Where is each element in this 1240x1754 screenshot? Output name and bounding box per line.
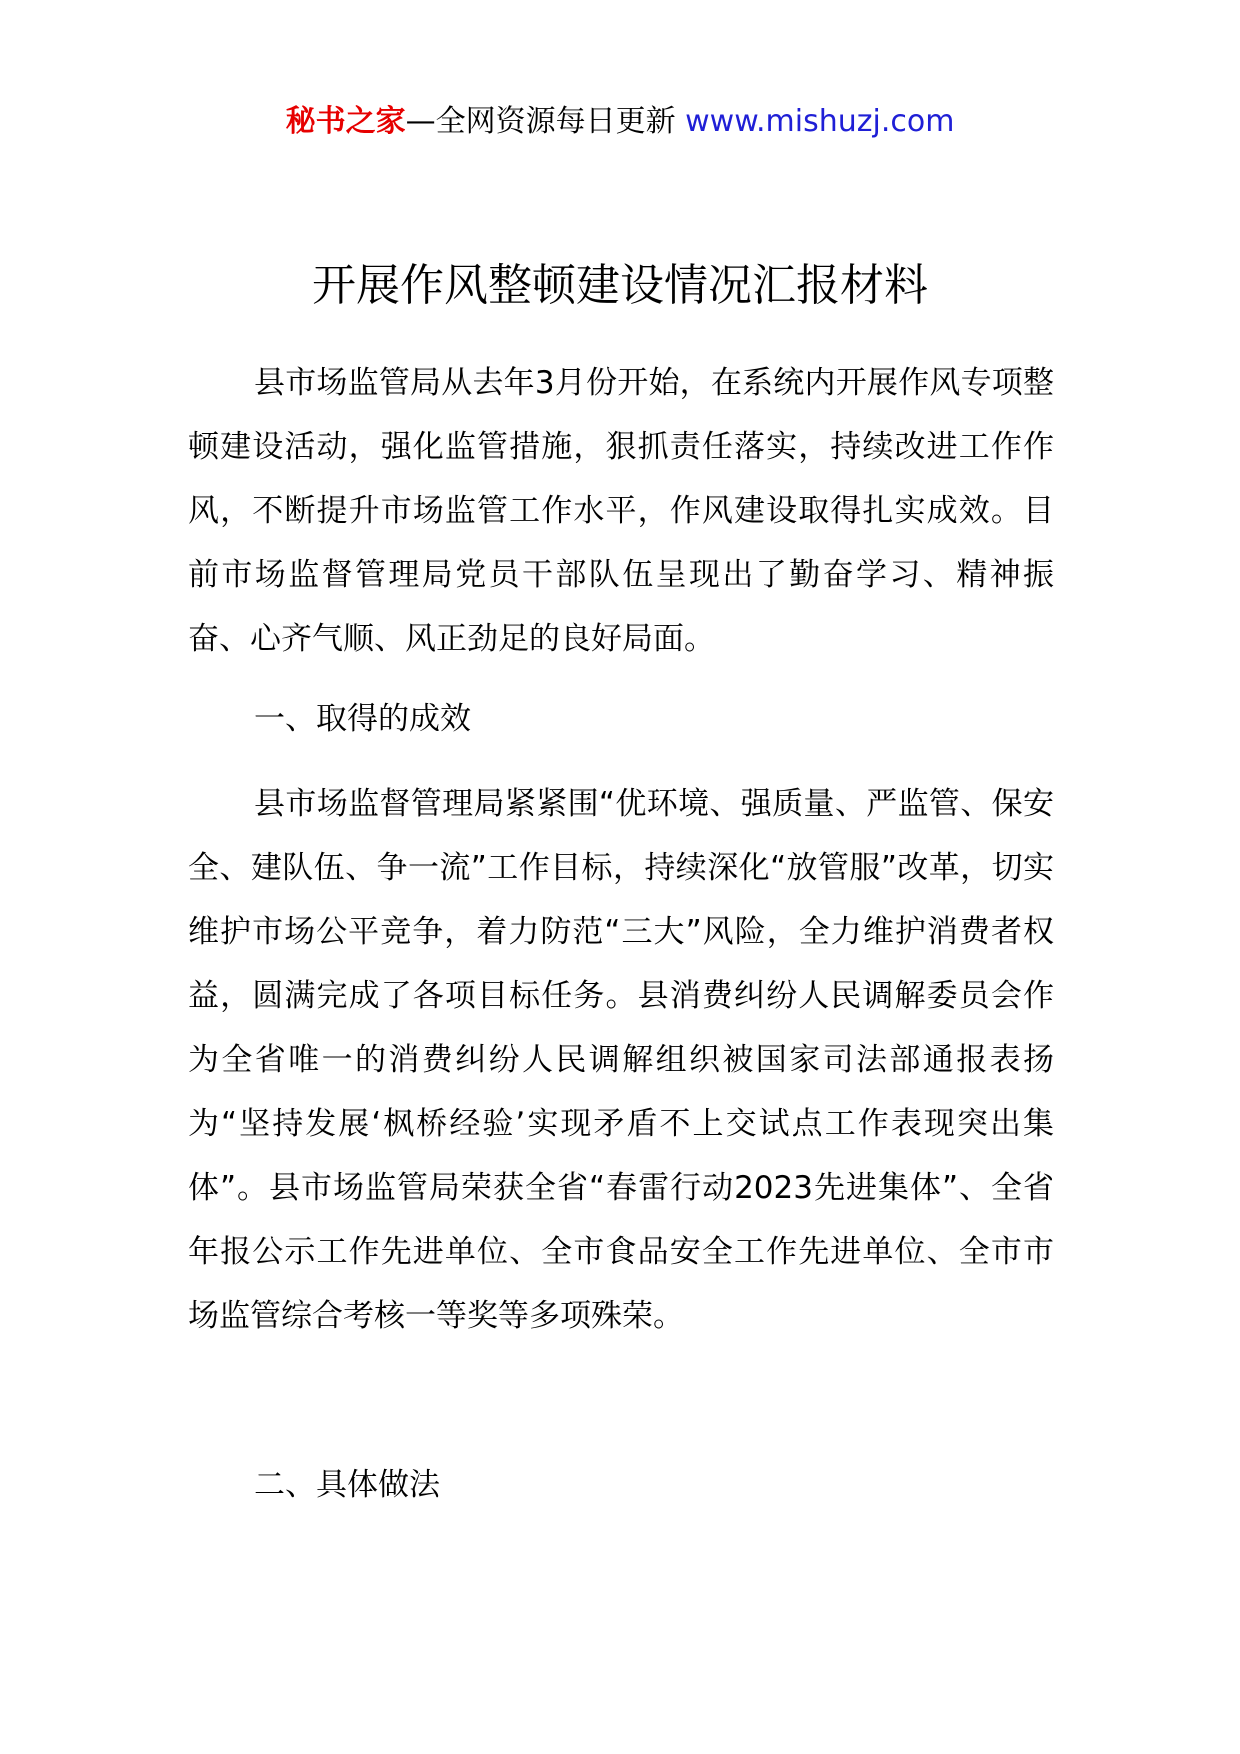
site-url-link[interactable]: www.mishuzj.com	[685, 104, 955, 139]
section-heading-practices: 二、具体做法	[254, 1467, 440, 1503]
brand-name: 秘书之家	[285, 104, 406, 139]
site-header	[0, 100, 1240, 144]
paragraph-intro	[188, 351, 1054, 671]
brand-slogan: —全网资源每日更新	[405, 104, 676, 139]
paragraph-achievements	[188, 772, 1054, 1348]
paragraph-text: 县市场监管局从去年3月份开始，在系统内开展作风专项整顿建设活动，强化监管措施，狠抓责任落实，持续改进工作作风，不断提升市场监管工作水平，作风建设取得扎实成效。目前市场监督管理局党员干部队伍呈现出了勤奋学习、精神振奋、心齐气顺、风正劲足的良好局面。	[188, 365, 1054, 657]
document-title: 开展作风整顿建设情况汇报材料	[312, 260, 928, 311]
section-heading-achievements: 一、取得的成效	[254, 701, 471, 737]
paragraph-text: 县市场监督管理局紧紧围“优环境、强质量、严监管、保安全、建队伍、争一流”工作目标，持续深化“放管服”改革，切实维护市场公平竞争，着力防范“三大”风险，全力维护消费者权益，圆满完成了各项目标任务。县消费纠纷人民调解委员会作为全省唯一的消费纠纷人民调解组织被国家司法部通报表扬为“坚持发展‘枫桥经验’实现矛盾不上交试点工作表现突出集体”。县市场监管局荣获全省“春雷行动2023先进集体”、全省年报公示工作先进单位、全市食品安全工作先进单位、全市市场监管综合考核一等奖等多项殊荣。	[188, 786, 1054, 1334]
